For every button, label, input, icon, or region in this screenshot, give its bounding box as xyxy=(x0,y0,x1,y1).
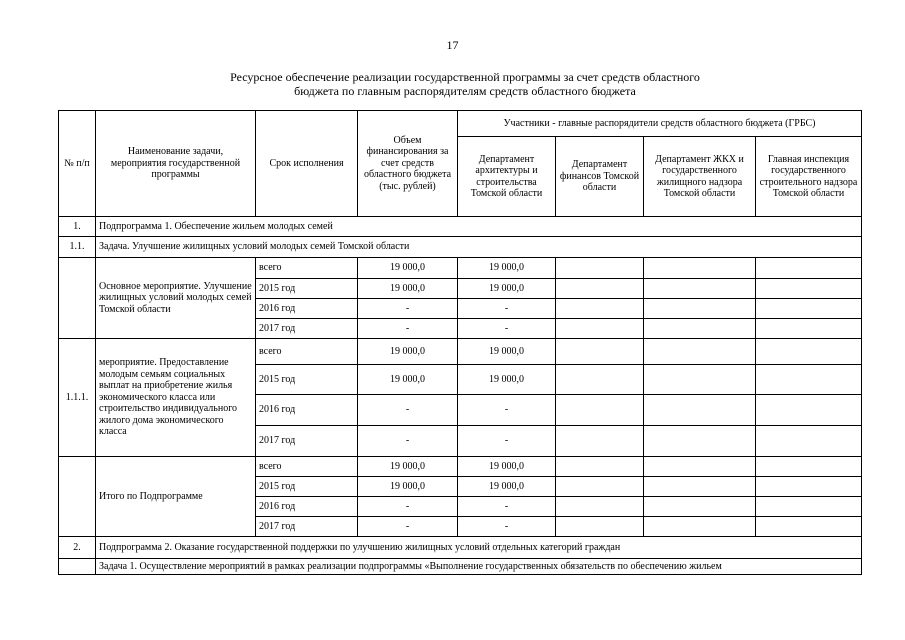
zhkh-cell xyxy=(644,426,756,457)
zhkh-cell xyxy=(644,365,756,395)
block-2-name: мероприятие. Предоставление молодым семьям социальных выплат на приобретение жилья экономического класса или строительство индивидуального жилого дома экономического класса xyxy=(96,339,256,457)
fin-cell xyxy=(556,319,644,339)
fin-cell xyxy=(556,517,644,537)
fin-cell xyxy=(556,258,644,279)
arch-cell: - xyxy=(458,319,556,339)
section-1-1-num: 1.1. xyxy=(59,237,96,258)
volume-cell: - xyxy=(358,319,458,339)
section-2-title: Подпрограмма 2. Оказание государственной поддержки по улучшению жилищных условий отдельных категорий граждан xyxy=(96,537,862,559)
table-row xyxy=(59,339,862,365)
fin-cell xyxy=(556,426,644,457)
section-1-1-title: Задача. Улучшение жилищных условий молодых семей Томской области xyxy=(96,237,862,258)
block-3-name: Итого по Подпрограмме xyxy=(96,457,256,537)
fin-cell xyxy=(556,477,644,497)
term-cell: всего xyxy=(256,258,358,279)
insp-cell xyxy=(756,517,862,537)
term-cell: 2017 год xyxy=(256,319,358,339)
volume-cell: 19 000,0 xyxy=(358,477,458,497)
volume-cell: - xyxy=(358,426,458,457)
arch-cell: 19 000,0 xyxy=(458,258,556,279)
fin-cell xyxy=(556,365,644,395)
task-1-partial-title: Задача 1. Осуществление мероприятий в рамках реализации подпрограммы «Выполнение государственных обязательств по обеспечению жильем xyxy=(96,559,862,575)
header-participants: Участники - главные распорядители средств областного бюджета (ГРБС) xyxy=(458,111,862,137)
title-line-1: Ресурсное обеспечение реализации государственной программы за счет средств областного xyxy=(230,70,700,84)
fin-cell xyxy=(556,395,644,426)
zhkh-cell xyxy=(644,319,756,339)
fin-cell xyxy=(556,497,644,517)
header-inspection: Главная инспекция государственного строительного надзора Томской области xyxy=(756,137,862,217)
insp-cell xyxy=(756,426,862,457)
block-1-num xyxy=(59,258,96,339)
volume-cell: 19 000,0 xyxy=(358,457,458,477)
fin-cell xyxy=(556,299,644,319)
term-cell: 2016 год xyxy=(256,299,358,319)
term-cell: всего xyxy=(256,457,358,477)
header-term: Срок исполнения xyxy=(256,111,358,217)
block-3-num xyxy=(59,457,96,537)
volume-cell: - xyxy=(358,395,458,426)
arch-cell: - xyxy=(458,299,556,319)
insp-cell xyxy=(756,395,862,426)
zhkh-cell xyxy=(644,395,756,426)
section-1-title: Подпрограмма 1. Обеспечение жильем молодых семей xyxy=(96,217,862,237)
zhkh-cell xyxy=(644,339,756,365)
fin-cell xyxy=(556,457,644,477)
budget-table xyxy=(58,110,862,575)
volume-cell: - xyxy=(358,299,458,319)
volume-cell: - xyxy=(358,497,458,517)
arch-cell: 19 000,0 xyxy=(458,279,556,299)
page-number: 17 xyxy=(446,38,459,52)
volume-cell: 19 000,0 xyxy=(358,365,458,395)
fin-cell xyxy=(556,339,644,365)
section-2-num: 2. xyxy=(59,537,96,559)
arch-cell: - xyxy=(458,517,556,537)
zhkh-cell xyxy=(644,299,756,319)
insp-cell xyxy=(756,477,862,497)
block-1-name: Основное мероприятие. Улучшение жилищных условий молодых семей Томской области xyxy=(96,258,256,339)
section-1-num: 1. xyxy=(59,217,96,237)
insp-cell xyxy=(756,365,862,395)
insp-cell xyxy=(756,339,862,365)
zhkh-cell xyxy=(644,279,756,299)
header-volume: Объем финансирования за счет средств областного бюджета (тыс. рублей) xyxy=(358,111,458,217)
task-num-empty xyxy=(59,559,96,575)
arch-cell: 19 000,0 xyxy=(458,339,556,365)
fin-cell xyxy=(556,279,644,299)
zhkh-cell xyxy=(644,517,756,537)
term-cell: 2015 год xyxy=(256,477,358,497)
insp-cell xyxy=(756,457,862,477)
term-cell: 2017 год xyxy=(256,517,358,537)
header-dept-zhkh: Департамент ЖКХ и государственного жилищного надзора Томской области xyxy=(644,137,756,217)
insp-cell xyxy=(756,497,862,517)
arch-cell: - xyxy=(458,395,556,426)
term-cell: 2016 год xyxy=(256,497,358,517)
header-num: № п/п xyxy=(59,111,96,217)
insp-cell xyxy=(756,279,862,299)
term-cell: 2015 год xyxy=(256,279,358,299)
term-cell: 2017 год xyxy=(256,426,358,457)
volume-cell: - xyxy=(358,517,458,537)
title-line-2: бюджета по главным распорядителям средств областного бюджета xyxy=(294,84,636,98)
term-cell: всего xyxy=(256,339,358,365)
block-2-num: 1.1.1. xyxy=(59,339,96,457)
volume-cell: 19 000,0 xyxy=(358,339,458,365)
volume-cell: 19 000,0 xyxy=(358,279,458,299)
term-cell: 2016 год xyxy=(256,395,358,426)
table-row xyxy=(59,457,862,477)
arch-cell: - xyxy=(458,426,556,457)
insp-cell xyxy=(756,319,862,339)
volume-cell: 19 000,0 xyxy=(358,258,458,279)
table-row xyxy=(59,258,862,279)
zhkh-cell xyxy=(644,457,756,477)
zhkh-cell xyxy=(644,497,756,517)
insp-cell xyxy=(756,258,862,279)
arch-cell: - xyxy=(458,497,556,517)
term-cell: 2015 год xyxy=(256,365,358,395)
arch-cell: 19 000,0 xyxy=(458,365,556,395)
insp-cell xyxy=(756,299,862,319)
arch-cell: 19 000,0 xyxy=(458,477,556,497)
arch-cell: 19 000,0 xyxy=(458,457,556,477)
header-dept-arch: Департамент архитектуры и строительства Томской области xyxy=(458,137,556,217)
header-dept-fin: Департамент финансов Томской области xyxy=(556,137,644,217)
header-name: Наименование задачи, мероприятия государственной программы xyxy=(96,111,256,217)
zhkh-cell xyxy=(644,258,756,279)
zhkh-cell xyxy=(644,477,756,497)
document-title xyxy=(150,70,780,98)
